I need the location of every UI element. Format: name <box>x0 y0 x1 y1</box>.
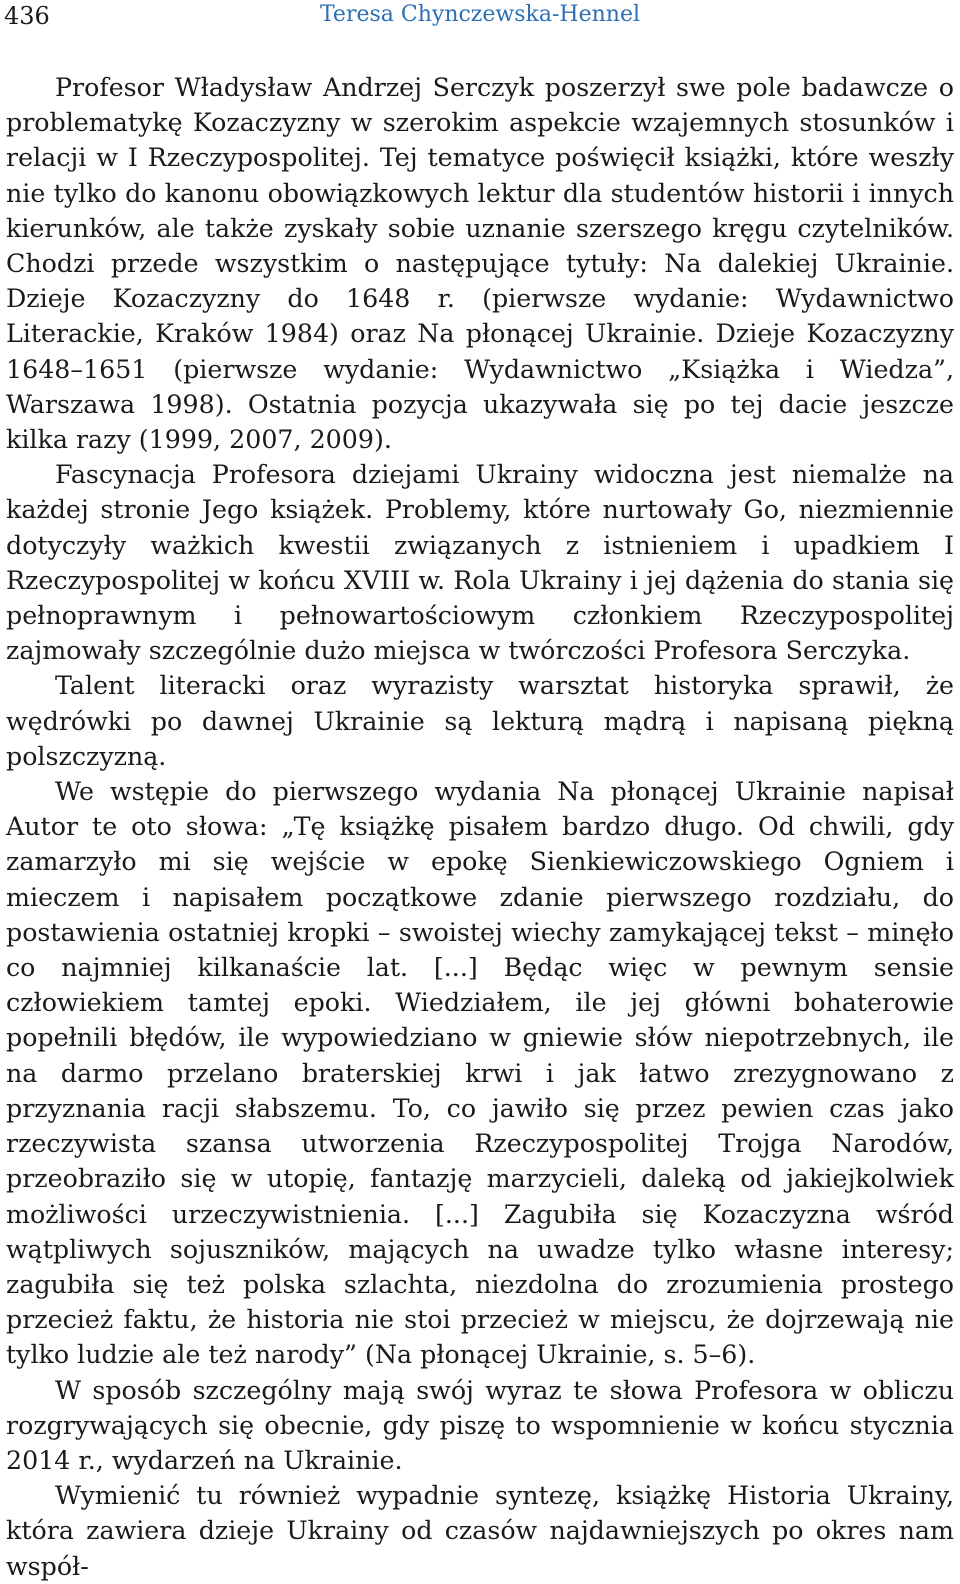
paragraph-1: Profesor Władysław Andrzej Serczyk poszerzył swe pole badawcze o problematykę Kozaczyzny w szerokim aspekcie wzajemnych stosunków i relacji w I Rzeczypospolitej. Tej tematyce poświęcił książki, które weszły nie tylko do kanonu obowiązkowych lektur dla studentów historii i innych kierunków, ale także zyskały sobie uznanie szerszego kręgu czytelników. Chodzi przede wszystkim o następujące tytuły: Na dalekiej Ukrainie. Dzieje Kozaczyzny do 1648 r. (pierwsze wydanie: Wydawnictwo Literackie, Kraków 1984) oraz Na płonącej Ukrainie. Dzieje Kozaczyzny 1648–1651 (pierwsze wydanie: Wydawnictwo „Książka i Wiedza”, Warszawa 1998). Ostatnia pozycja ukazywała się po tej dacie jeszcze kilka razy (1999, 2007, 2009). <box>6 73 954 455</box>
paragraph-4: We wstępie do pierwszego wydania Na płonącej Ukrainie napisał Autor te oto słowa: „Tę książkę pisałem bardzo długo. Od chwili, gdy zamarzyło mi się wejście w epokę Sienkiewiczowskiego Ogniem i mieczem i napisałem początkowe zdanie pierwszego rozdziału, do postawienia ostatniej kropki – swoistej wiechy zamykającej tekst – minęło co najmniej kilkanaście lat. [...] Będąc więc w pewnym sensie człowiekiem tamtej epoki. Wiedziałem, ile jej główni bohaterowie popełnili błędów, ile wypowiedziano w gniewie słów niepotrzebnych, ile na darmo przelano braterskiej krwi i jak łatwo zrezygnowano z przyznania racji słabszemu. To, co jawiło się przez pewien czas jako rzeczywista szansa utworzenia Rzeczypospolitej Trojga Narodów, przeobraziło się w utopię, fantazję marzycieli, daleką od jakiejkolwiek możliwości urzeczywistnienia. [...] Zagubiła się Kozaczyzna wśród wątpliwych sojuszników, mających na uwadze tylko własne interesy; zagubiła się też polska szlachta, niezdolna do zrozumienia prostego przecież faktu, że historia nie stoi przecież w miejscu, że dojrzewają nie tylko ludzie ale też narody” (Na płonącej Ukrainie, s. 5–6). <box>6 777 954 1370</box>
page-number: 436 <box>4 2 50 30</box>
paragraph-2: Fascynacja Profesora dziejami Ukrainy widoczna jest niemalże na każdej stronie Jego książek. Problemy, które nurtowały Go, niezmiennie dotyczyły ważkich kwestii związanych z istnieniem i upadkiem I Rzeczypospolitej w końcu XVIII w. Rola Ukrainy i jej dążenia do stania się pełnoprawnym i pełnowartościowym członkiem Rzeczypospolitej zajmowały szczególnie dużo miejsca w twórczości Profesora Serczyka. <box>6 460 954 666</box>
paragraph-5: W sposób szczególny mają swój wyraz te słowa Profesora w obliczu rozgrywających się obecnie, gdy piszę to wspomnienie w końcu stycznia 2014 r., wydarzeń na Ukrainie. <box>6 1375 954 1475</box>
paragraph-3: Talent literacki oraz wyrazisty warsztat historyka sprawił, że wędrówki po dawnej Ukrainie są lekturą mądrą i napisaną piękną polszczyzną. <box>6 671 954 771</box>
body-text <box>6 70 954 1584</box>
paragraph-6: Wymienić tu również wypadnie syntezę, książkę Historia Ukrainy, która zawiera dzieje Ukrainy od czasów najdawniejszych po okres nam współ- <box>6 1481 954 1581</box>
page-header <box>0 0 960 40</box>
running-head: Teresa Chynczewska-Hennel <box>319 2 641 27</box>
